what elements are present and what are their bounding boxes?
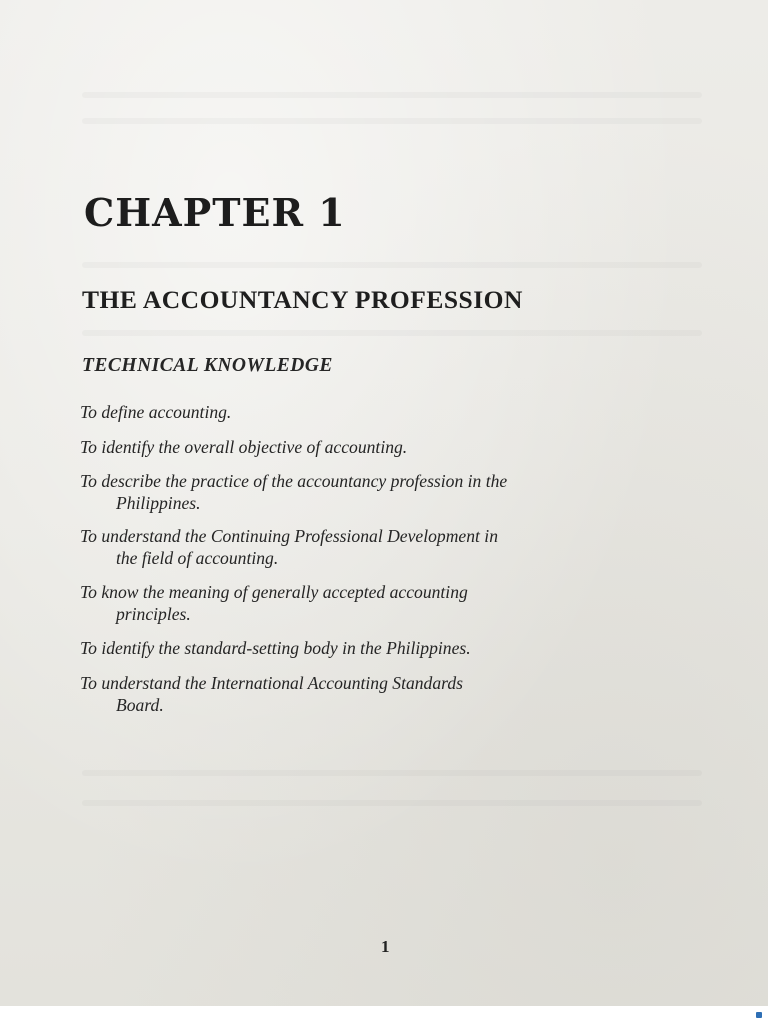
bleed-through-line xyxy=(82,118,702,124)
objective-continuation: Board. xyxy=(116,695,164,715)
objective-line: To understand the Continuing Professional Development in xyxy=(80,526,498,546)
objective-continuation: the field of accounting. xyxy=(116,548,279,568)
section-heading: TECHNICAL KNOWLEDGE xyxy=(82,355,333,376)
objective-line: To understand the International Accounting Standards xyxy=(80,673,463,693)
objective-item xyxy=(80,581,692,625)
chapter-subtitle: THE ACCOUNTANCY PROFESSION xyxy=(82,285,523,314)
camscanner-logo-icon xyxy=(756,1012,762,1018)
bleed-through-line xyxy=(82,770,702,776)
bleed-through-line xyxy=(82,92,702,98)
objective-item xyxy=(80,672,692,716)
objective-item xyxy=(80,525,692,569)
objective-line: To identify the standard-setting body in the Philippines. xyxy=(80,638,471,658)
objective-line: To describe the practice of the accountancy profession in the xyxy=(80,471,508,491)
bleed-through-line xyxy=(82,800,702,806)
objective-item xyxy=(80,637,692,659)
objective-item xyxy=(80,436,692,458)
page-number: 1 xyxy=(381,937,390,956)
chapter-title: CHAPTER 1 xyxy=(84,190,346,235)
bleed-through-line xyxy=(82,262,702,268)
objective-line: To define accounting. xyxy=(80,402,232,422)
objective-continuation: principles. xyxy=(116,604,191,624)
objective-line: To know the meaning of generally accepted accounting xyxy=(80,582,468,602)
bleed-through-line xyxy=(82,330,702,336)
objective-item xyxy=(80,470,692,514)
objective-continuation: Philippines. xyxy=(116,493,201,513)
objective-line: To identify the overall objective of accounting. xyxy=(80,437,408,457)
objective-item xyxy=(80,401,692,423)
